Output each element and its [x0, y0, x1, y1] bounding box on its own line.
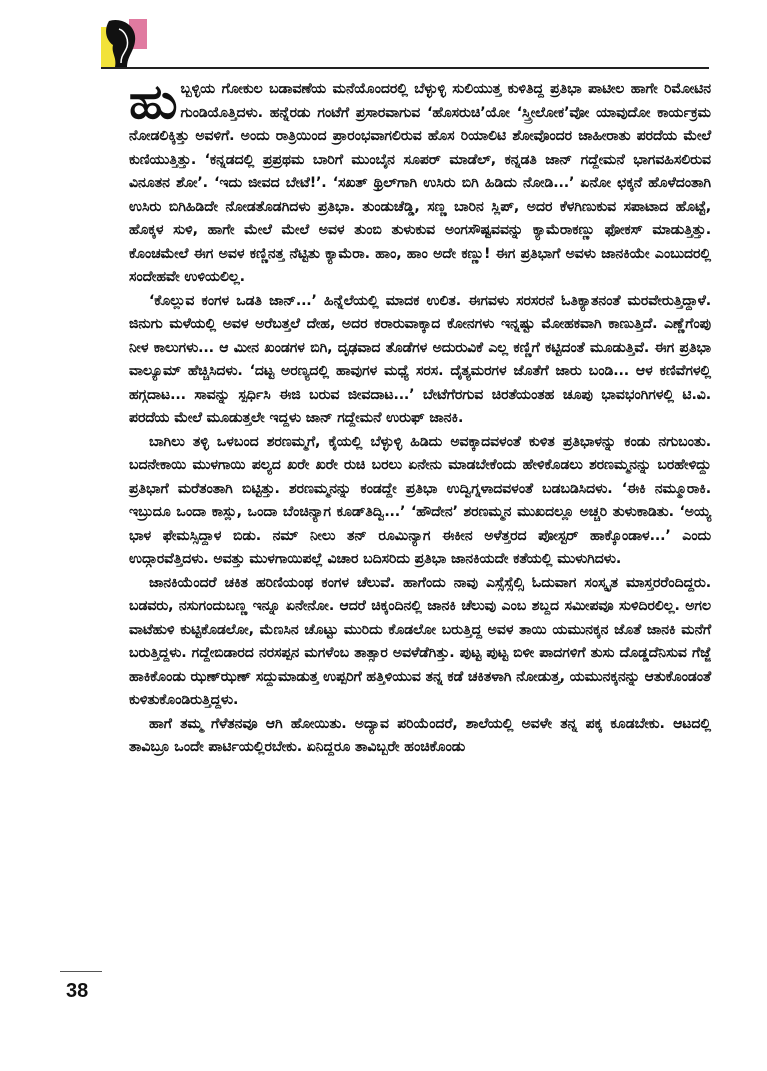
header-rule — [101, 67, 709, 69]
drop-cap: ಹು — [129, 74, 175, 130]
paragraph-2: ‘ಕೊಲ್ಲುವ ಕಂಗಳ ಒಡತಿ ಜಾನ್...’ ಹಿನ್ನೆಲೆಯಲ್ಲಿ ಮಾದಕ ಉಲಿತ. ಈಗವಳು ಸರಸರನೆ ಓತಿಕ್ಯಾತನಂತೆ ಮರವೇರುತ್ತಿದ್ದಾಳೆ. ಜಿನುಗು ಮಳೆಯಲ್ಲಿ ಅವಳ ಅರೆಬತ್ತಲೆ ದೇಹ, ಅದರ ಕರಾರುವಾಕ್ಕಾದ ಕೋನಗಳು ಇನ್ನಷ್ಟು ಮೋಹಕವಾಗಿ ಕಾಣುತ್ತಿದೆ. ಎಣ್ಣೆಗೆಂಪು ನೀಳ ಕಾಲುಗಳು... ಆ ಮೀನ ಖಂಡಗಳ ಬಿಗಿ, ದೃಢವಾದ ತೊಡೆಗಳ ಅದುರುವಿಕೆ ಎಲ್ಲ ಕಣ್ಣಿಗೆ ಕಟ್ಟಿದಂತೆ ಮೂಡುತ್ತಿವೆ. ಈಗ ಪ್ರತಿಭಾ ವಾಲ್ಯೂಮ್ ಹೆಚ್ಚಿಸಿದಳು. ‘ದಟ್ಟ ಅರಣ್ಯದಲ್ಲಿ ಹಾವುಗಳ ಮಧ್ಯೆ ಸರಸ. ದೈತ್ಯಮರಗಳ ಜೊತೆಗೆ ಜಾರು ಬಂಡಿ... ಆಳ ಕಣಿವೆಗಳಲ್ಲಿ ಹಗ್ಗದಾಟ... ಸಾವನ್ನು ಸ್ಪರ್ಧಿಸಿ ಈಜಿ ಬರುವ ಜೀವದಾಟ...’ ಬೇಟೆಗೆರಗುವ ಚಿರತೆಯಂತಹ ಚೂಪು ಭಾವಭಂಗಿಗಳಲ್ಲಿ ಟಿ.ವಿ. ಪರದೆಯ ಮೇಲೆ ಮೂಡುತ್ತಲೇ ಇದ್ದಳು ಜಾನ್ ಗದ್ದೇಮನೆ ಉರುಫ್ ಜಾನಕಿ. — [129, 292, 711, 426]
article-body — [129, 74, 711, 760]
paragraph-text: ಬ್ಬಳ್ಳಿಯ ಗೋಕುಲ ಬಡಾವಣೆಯ ಮನೆಯೊಂದರಲ್ಲಿ ಬೆಳ್ಳುಳ್ಳಿ ಸುಲಿಯುತ್ತ ಕುಳಿತಿದ್ದ ಪ್ರತಿಭಾ ಪಾಟೀಲ ಹಾಗೇ ರಿಮೋಟಿನ ಗುಂಡಿಯೊತ್ತಿದಳು. ಹನ್ನೆರಡು ಗಂಟೆಗೆ ಪ್ರಸಾರವಾಗುವ ‘ಹೊಸರುಚಿ’ಯೋ ‘ಸ್ತ್ರೀಲೋಕ’ವೋ ಯಾವುದೋ ಕಾರ್ಯಕ್ರಮ ನೋಡಲಿಕ್ಕಿತ್ತು ಅವಳಿಗೆ. ಅಂದು ರಾತ್ರಿಯಿಂದ ಪ್ರಾರಂಭವಾಗಲಿರುವ ಹೊಸ ರಿಯಾಲಿಟಿ ಶೋವೊಂದರ ಜಾಹೀರಾತು ಪರದೆಯ ಮೇಲೆ ಕುಣಿಯುತ್ತಿತ್ತು. ‘ಕನ್ನಡದಲ್ಲಿ ಪ್ರಪ್ರಥಮ ಬಾರಿಗೆ ಮುಂಬೈನ ಸೂಪರ್ ಮಾಡೆಲ್, ಕನ್ನಡತಿ ಜಾನ್ ಗದ್ದೇಮನೆ ಭಾಗವಹಿಸಲಿರುವ ವಿನೂತನ ಶೋ’. ‘ಇದು ಜೀವದ ಬೇಟೆ!’. ‘ಸಖತ್ ಥ್ರಿಲ್‌ಗಾಗಿ ಉಸಿರು ಬಿಗಿ ಹಿಡಿದು ನೋಡಿ...’ ಏನೋ ಛಕ್ಕನೆ ಹೊಳೆದಂತಾಗಿ ಉಸಿರು ಬಿಗಿಹಿಡಿದೇ ನೋಡತೊಡಗಿದಳು ಪ್ರತಿಭಾ. ತುಂಡುಚೆಡ್ಡಿ, ಸಣ್ಣ ಬಾರಿನ ಸ್ಲಿಪ್, ಅದರ ಕೆಳಗಿಣುಕುವ ಸಪಾಟಾದ ಹೊಟ್ಟೆ, ಹೊಕ್ಕಳ ಸುಳಿ, ಹಾಗೇ ಮೇಲೆ ಮೇಲೆ ಅವಳ ತುಂಬಿ ತುಳುಕುವ ಅಂಗಸೌಷ್ಟವವನ್ನು ಕ್ಯಾಮೆರಾಕಣ್ಣು ಫೋಕಸ್ ಮಾಡುತ್ತಿತ್ತು. ಕೊಂಚಮೇಲೆ ಈಗ ಅವಳ ಕಣ್ಣಿನತ್ತ ನೆಟ್ಟಿತು ಕ್ಯಾಮೆರಾ. ಹಾಂ, ಹಾಂ ಅದೇ ಕಣ್ಣು! ಈಗ ಪ್ರತಿಭಾಗೆ ಅವಳು ಜಾನಕಿಯೇ ಎಂಬುದರಲ್ಲಿ ಸಂದೇಹವೇ ಉಳಿಯಲಿಲ್ಲ. — [129, 81, 711, 285]
footer-rule — [60, 971, 102, 972]
paragraph-3: ಬಾಗಿಲು ತಳ್ಳಿ ಒಳಬಂದ ಶರಣಮ್ಮಗೆ, ಕೈಯಲ್ಲಿ ಬೆಳ್ಳುಳ್ಳಿ ಹಿಡಿದು ಅವಕ್ಕಾದವಳಂತೆ ಕುಳಿತ ಪ್ರತಿಭಾಳನ್ನು ಕಂಡು ನಗುಬಂತು. ಬದನೇಕಾಯಿ ಮುಳಗಾಯಿ ಪಲ್ಯದ ಖರೇ ಖರೇ ರುಚಿ ಬರಲು ಏನೇನು ಮಾಡಬೇಕೆಂದು ಹೇಳಿಕೊಡಲು ಶರಣಮ್ಮನನ್ನು ಬರಹೇಳಿದ್ದು ಪ್ರತಿಭಾಗೆ ಮರೆತಂತಾಗಿ ಬಿಟ್ಟಿತ್ತು. ಶರಣಮ್ಮನನ್ನು ಕಂಡದ್ದೇ ಪ್ರತಿಭಾ ಉದ್ವಿಗ್ನಳಾದವಳಂತೆ ಬಡಬಡಿಸಿದಳು. ‘ಈಕಿ ನಮ್ಮೂರಾಕಿ. ಇಬ್ರುದೂ ಒಂದಾ ಕಾಸ್ಲು, ಒಂದಾ ಬೆಂಚಿನ್ಯಾಗ ಕೂಡ್‌ತಿದ್ವಿ...’ ‘ಹೌದೇನ’ ಶರಣಮ್ಮನ ಮುಖದಲ್ಲೂ ಅಚ್ಚರಿ ತುಳುಕಾಡಿತು. ‘ಅಯ್ಯ ಭಾಳ ಫೇಮಸ್ಸಿದ್ದಾಳ ಬಿಡು. ನಮ್ ನೀಲು ತನ್ ರೂಮಿನ್ಯಾಗ ಈಕೀನ ಅಳೆತ್ತರದ ಪೋಸ್ಟರ್ ಹಾಕ್ಕೊಂಡಾಳ...’ ಎಂದು ಉದ್ಗಾರವೆತ್ತಿದಳು. ಅವತ್ತು ಮುಳಗಾಯಿಪಲ್ಲೆ ವಿಚಾರ ಬದಿಸರಿದು ಪ್ರತಿಭಾ ಜಾನಕಿಯದೇ ಕತೆಯಲ್ಲಿ ಮುಳುಗಿದಳು. — [129, 433, 711, 567]
paragraph-4: ಜಾನಕಿಯೆಂದರೆ ಚಕಿತ ಹರಿಣಿಯಂಥ ಕಂಗಳ ಚೆಲುವೆ. ಹಾಗೆಂದು ನಾವು ಎಸ್ಸೆಸ್ಸೆಲ್ಸಿ ಓದುವಾಗ ಸಂಸ್ಕೃತ ಮಾಸ್ತರರೆಂದಿದ್ದರು. ಬಡವರು, ನಸುಗಂದುಬಣ್ಣ ಇನ್ನೂ ಏನೇನೋ. ಆದರೆ ಚಿಕ್ಕಂದಿನಲ್ಲಿ ಜಾನಕಿ ಚೆಲುವು ಎಂಬ ಶಬ್ದದ ಸಮೀಪವೂ ಸುಳಿದಿರಲಿಲ್ಲ. ಅಗಲ ವಾಟೆಹುಳಿ ಕುಟ್ಟಿಕೊಡಲೋ, ಮೆಣಸಿನ ಚೊಟ್ಟು ಮುರಿದು ಕೊಡಲೋ ಬರುತ್ತಿದ್ದ ಅವಳ ತಾಯಿ ಯಮುನಕ್ಕನ ಜೊತೆ ಜಾನಕಿ ಮನೆಗೆ ಬರುತ್ತಿದ್ದಳು. ಗದ್ದೇಬಿಡಾರದ ನರಸಪ್ಪನ ಮಗಳೆಂಬ ತಾತ್ಸಾರ ಅವಳೆಡೆಗಿತ್ತು. ಪುಟ್ಟ ಪುಟ್ಟ ಬಿಳೀ ಪಾದಗಳಿಗೆ ತುಸು ದೊಡ್ಡದೆನಿಸುವ ಗೆಜ್ಜೆ ಹಾಕಿಕೊಂಡು ಝಣ್‌ಝಣ್ ಸದ್ದುಮಾಡುತ್ತ ಉಪ್ಪರಿಗೆ ಹತ್ತಿಳಿಯುವ ತನ್ನ ಕಡೆ ಚಕಿತಳಾಗಿ ನೋಡುತ್ತ, ಯಮುನಕ್ಕನನ್ನು ಆತುಕೊಂಡಂತೆ ಕುಳಿತುಕೊಂಡಿರುತ್ತಿದ್ದಳು. — [129, 574, 711, 708]
page-number: 38 — [66, 980, 89, 1002]
paragraph-5: ಹಾಗೆ ತಮ್ಮ ಗೆಳೆತನವೂ ಆಗಿ ಹೋಯಿತು. ಅದ್ಯಾವ ಪರಿಯೆಂದರೆ, ಶಾಲೆಯಲ್ಲಿ ಅವಳೇ ತನ್ನ ಪಕ್ಕ ಕೂಡಬೇಕು. ಆಟದಲ್ಲಿ ತಾವಿಬ್ರೂ ಒಂದೇ ಪಾರ್ಟಿಯಲ್ಲಿರಬೇಕು. ಏನಿದ್ದರೂ ತಾವಿಬ್ಬರೇ ಹಂಚಿಕೊಂಡು — [129, 715, 711, 755]
paragraph-1 — [129, 74, 711, 290]
magazine-logo — [101, 19, 147, 69]
